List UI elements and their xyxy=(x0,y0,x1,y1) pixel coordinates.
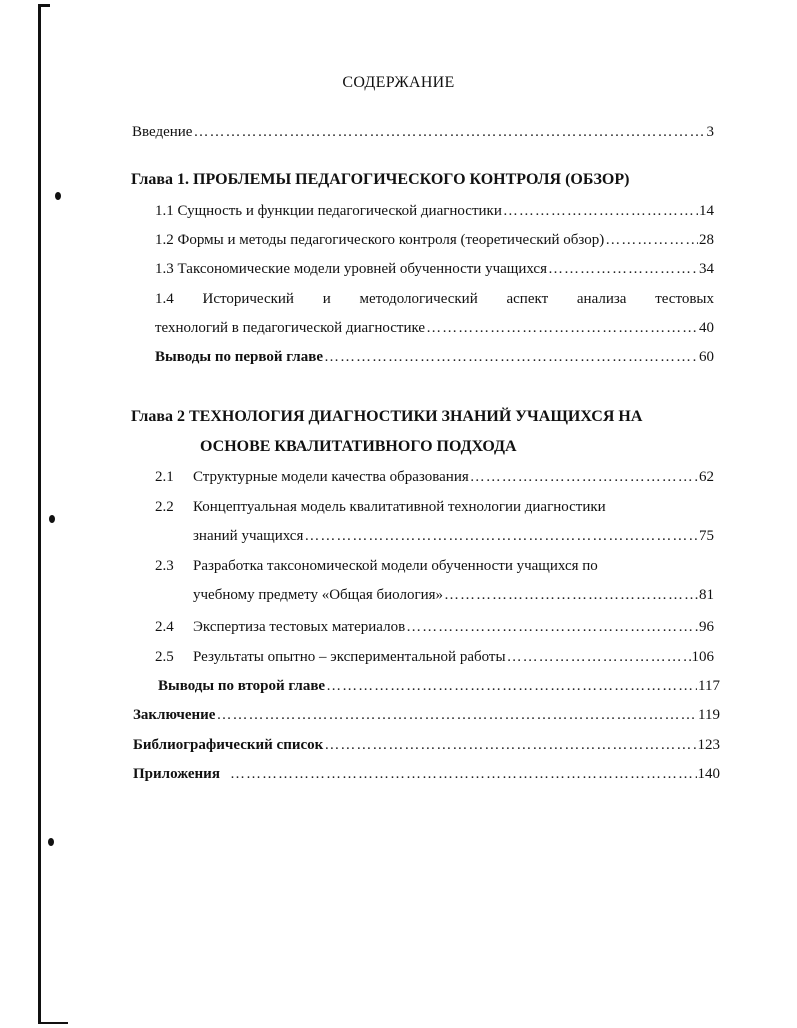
dot-leader xyxy=(216,705,697,725)
toc-entry-1-2 xyxy=(155,230,714,250)
toc-page: 60 xyxy=(699,349,714,365)
toc-entry-appendices xyxy=(133,764,720,784)
toc-label: Выводы по первой главе xyxy=(155,349,323,365)
toc-number: 2.1 xyxy=(155,469,174,485)
scan-dot xyxy=(48,838,54,846)
toc-entry-1-3 xyxy=(155,259,714,279)
toc-page: 28 xyxy=(699,232,714,248)
dot-leader xyxy=(326,676,697,696)
toc-entry-intro xyxy=(132,122,714,142)
toc-label: знаний учащихся xyxy=(193,528,304,544)
toc-entry-2-1 xyxy=(155,467,714,487)
toc-page: 117 xyxy=(698,678,720,694)
toc-word: методологический xyxy=(359,291,478,307)
toc-page: 3 xyxy=(706,124,714,140)
toc-entry-ch1-conclusion xyxy=(155,347,714,367)
dot-leader xyxy=(193,122,705,142)
toc-entry-2-3-line1 xyxy=(155,556,714,576)
toc-page: 40 xyxy=(699,320,714,336)
toc-word: аспект xyxy=(506,291,549,307)
scan-border-left xyxy=(38,4,41,1024)
toc-entry-2-3-line2 xyxy=(193,585,714,605)
dot-leader xyxy=(548,259,698,279)
toc-page: 62 xyxy=(699,469,714,485)
chapter2-heading-line2: ОСНОВЕ КВАЛИТАТИВНОГО ПОДХОДА xyxy=(200,438,517,455)
dot-leader xyxy=(444,585,698,605)
toc-label: Структурные модели качества образования xyxy=(193,469,469,485)
toc-label: учебному предмету «Общая биология» xyxy=(193,587,444,603)
toc-entry-wrap xyxy=(155,647,506,667)
toc-word: и xyxy=(322,291,331,307)
toc-word: Исторический xyxy=(202,291,294,307)
toc-label: Экспертиза тестовых материалов xyxy=(193,619,406,635)
toc-entry-bibliography xyxy=(133,735,720,755)
dot-leader xyxy=(507,647,691,667)
toc-label: 1.2 Формы и методы педагогического контроля (теоретический обзор) xyxy=(155,232,605,248)
chapter1-heading: Глава 1. ПРОБЛЕМЫ ПЕДАГОГИЧЕСКОГО КОНТРОЛЯ (ОБЗОР) xyxy=(131,171,630,188)
toc-page: 96 xyxy=(699,619,714,635)
toc-entry-1-4-line1 xyxy=(155,289,714,309)
toc-entry-2-2-line2 xyxy=(193,526,714,546)
toc-number: 2.2 xyxy=(155,499,174,515)
toc-label: технологий в педагогической диагностике xyxy=(155,320,426,336)
toc-number: 2.5 xyxy=(155,649,174,665)
toc-label: Библиографический список xyxy=(133,737,324,753)
dot-leader xyxy=(304,526,698,546)
toc-number: 2.3 xyxy=(155,558,174,574)
toc-page: 123 xyxy=(697,737,720,753)
toc-label: Концептуальная модель квалитативной технологии диагностики xyxy=(193,499,606,515)
toc-page: 140 xyxy=(697,766,720,782)
toc-page: 81 xyxy=(699,587,714,603)
toc-label: 1.1 Сущность и функции педагогической диагностики xyxy=(155,203,502,219)
toc-entry-wrap xyxy=(155,617,405,637)
toc-entry-2-5 xyxy=(155,647,714,667)
toc-page: 106 xyxy=(691,649,714,665)
toc-number: 2.4 xyxy=(155,619,174,635)
dot-leader xyxy=(470,467,698,487)
toc-word: анализа xyxy=(576,291,627,307)
dot-leader xyxy=(230,764,697,784)
toc-entry-wrap xyxy=(155,556,598,576)
scan-dot xyxy=(49,515,55,523)
toc-entry-1-4-line2 xyxy=(155,318,714,338)
toc-page: 14 xyxy=(699,203,714,219)
dot-leader xyxy=(426,318,698,338)
toc-label: Заключение xyxy=(133,707,216,723)
toc-page: 75 xyxy=(699,528,714,544)
toc-label: Выводы по второй главе xyxy=(158,678,326,694)
scan-border-bottom xyxy=(38,1022,68,1024)
chapter2-heading-line1: Глава 2 ТЕХНОЛОГИЯ ДИАГНОСТИКИ ЗНАНИЙ УЧАЩИХСЯ НА xyxy=(131,408,643,425)
dot-leader xyxy=(406,617,698,637)
toc-entry-ch2-conclusion xyxy=(158,676,720,696)
toc-label: Разработка таксономической модели обученности учащихся по xyxy=(193,558,598,574)
page-title: СОДЕРЖАНИЕ xyxy=(342,74,455,91)
dot-leader xyxy=(503,201,698,221)
toc-page: 34 xyxy=(699,261,714,277)
toc-entry-wrap xyxy=(155,497,606,517)
toc-entry-2-4 xyxy=(155,617,714,637)
toc-entry-wrap xyxy=(155,467,469,487)
scan-dot xyxy=(55,192,61,200)
toc-page: 119 xyxy=(698,707,720,723)
dot-leader xyxy=(324,735,696,755)
toc-entry-conclusion xyxy=(133,705,720,725)
toc-entry-1-1 xyxy=(155,201,714,221)
dot-leader xyxy=(605,230,698,250)
toc-label: Приложения xyxy=(133,766,220,782)
toc-word: 1.4 xyxy=(155,291,174,307)
toc-label: 1.3 Таксономические модели уровней обученности учащихся xyxy=(155,261,547,277)
toc-label: Результаты опытно – экспериментальной работы xyxy=(193,649,506,665)
toc-label: Введение xyxy=(132,124,193,140)
toc-word: тестовых xyxy=(655,291,714,307)
dot-leader xyxy=(324,347,698,367)
toc-entry-2-2-line1 xyxy=(155,497,714,517)
